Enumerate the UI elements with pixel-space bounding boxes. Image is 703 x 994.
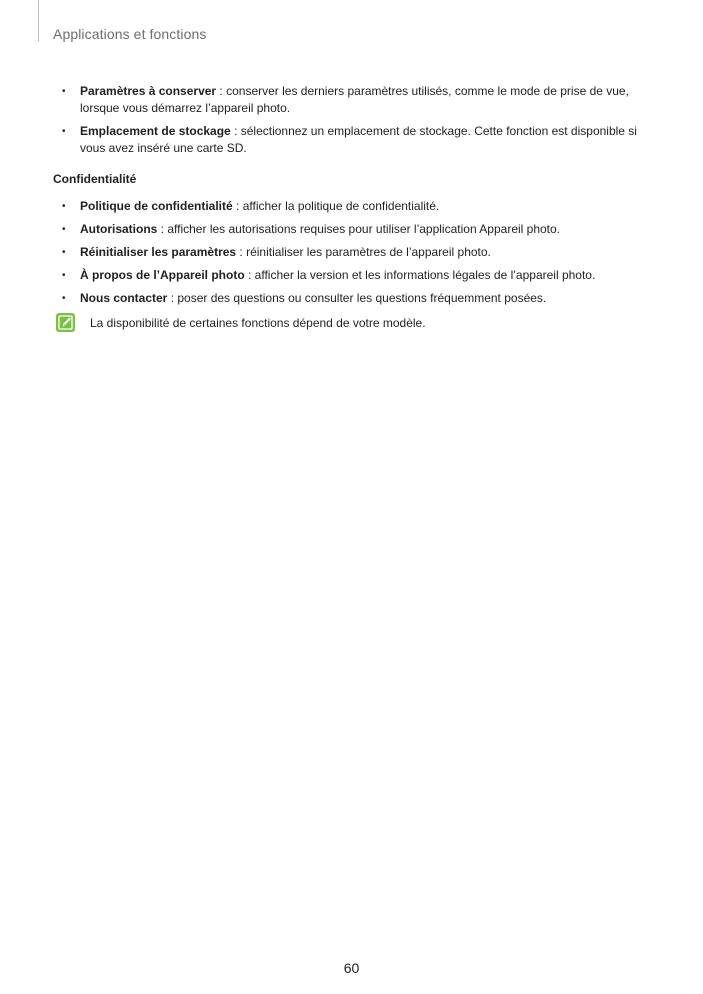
item-description: : poser des questions ou consulter les questions fréquemment posées. — [167, 291, 547, 305]
bullet-icon: • — [62, 270, 66, 281]
list-item — [53, 83, 653, 117]
list-item — [53, 198, 653, 215]
item-description: : sélectionnez un emplacement de stockage. Cette fonction est disponible si vous avez inséré une carte SD. — [80, 124, 637, 155]
note-box — [53, 313, 653, 335]
item-term: Autorisations — [80, 222, 158, 236]
page-content — [53, 83, 653, 335]
list-item — [53, 123, 653, 157]
item-term: Nous contacter — [80, 291, 168, 305]
item-description: : afficher la version et les informations légales de l’appareil photo. — [244, 268, 596, 282]
bullet-icon: • — [62, 247, 66, 258]
list-item — [53, 244, 653, 261]
item-term: Paramètres à conserver — [80, 84, 217, 98]
item-description: : afficher la politique de confidentialité. — [232, 199, 440, 213]
bullet-icon: • — [62, 126, 66, 137]
item-term: Emplacement de stockage — [80, 124, 231, 138]
section-title: Confidentialité — [53, 172, 137, 186]
item-description: : réinitialiser les paramètres de l’appareil photo. — [236, 245, 491, 259]
bullet-icon: • — [62, 293, 66, 304]
list-item — [53, 290, 653, 307]
item-description: : conserver les derniers paramètres utilisés, comme le mode de prise de vue, lorsque vous démarrez l’appareil photo. — [80, 84, 629, 115]
settings-bullet-list — [53, 83, 653, 157]
list-item — [53, 267, 653, 284]
note-pencil-icon — [56, 313, 75, 332]
item-term: À propos de l’Appareil photo — [80, 268, 245, 282]
list-item — [53, 221, 653, 238]
bullet-icon: • — [62, 201, 66, 212]
page-number: 60 — [343, 960, 360, 976]
note-text: La disponibilité de certaines fonctions dépend de votre modèle. — [90, 316, 426, 330]
privacy-bullet-list — [53, 198, 653, 307]
bullet-icon: • — [62, 224, 66, 235]
item-description: : afficher les autorisations requises pour utiliser l’application Appareil photo. — [157, 222, 561, 236]
item-term: Politique de confidentialité — [80, 199, 233, 213]
running-header: Applications et fonctions — [53, 26, 207, 42]
item-term: Réinitialiser les paramètres — [80, 245, 237, 259]
bullet-icon: • — [62, 86, 66, 97]
header-side-rule — [38, 0, 39, 42]
